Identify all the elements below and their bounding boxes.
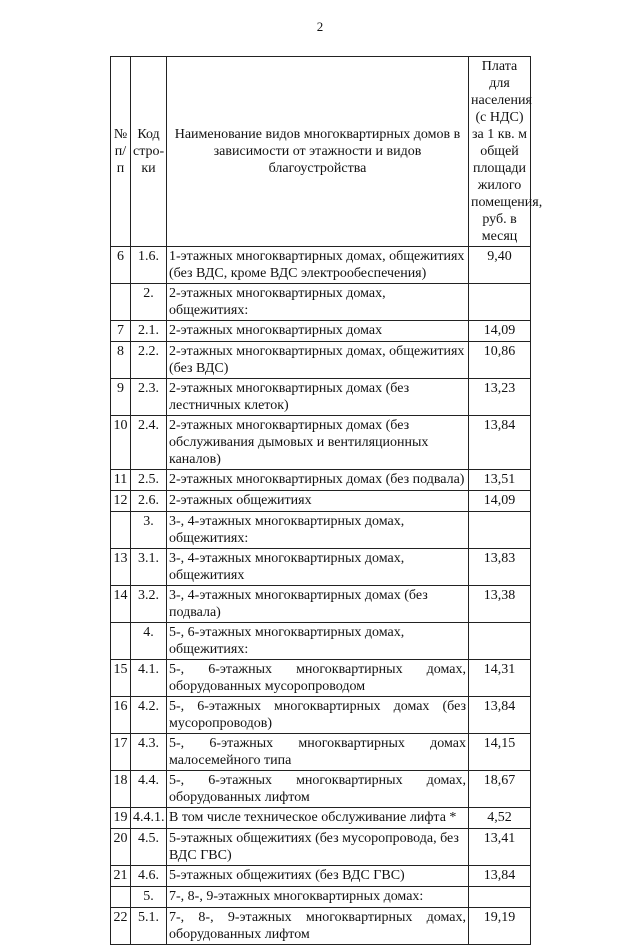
cell-num: 21 bbox=[111, 866, 131, 887]
table-row bbox=[111, 416, 531, 470]
cell-code: 4.3. bbox=[131, 734, 167, 771]
cell-name: 2-этажных общежитиях bbox=[167, 491, 469, 512]
cell-num bbox=[111, 887, 131, 908]
cell-num: 7 bbox=[111, 321, 131, 342]
table-row bbox=[111, 623, 531, 660]
cell-price bbox=[469, 623, 531, 660]
cell-num: 10 bbox=[111, 416, 131, 470]
cell-num: 13 bbox=[111, 549, 131, 586]
table-row bbox=[111, 491, 531, 512]
cell-price bbox=[469, 284, 531, 321]
cell-num: 18 bbox=[111, 771, 131, 808]
table-row bbox=[111, 512, 531, 549]
cell-price: 13,83 bbox=[469, 549, 531, 586]
cell-num: 22 bbox=[111, 908, 131, 945]
header-code: Код стро-ки bbox=[131, 57, 167, 247]
cell-price bbox=[469, 512, 531, 549]
cell-code: 3.2. bbox=[131, 586, 167, 623]
header-name: Наименование видов многоквартирных домов в зависимости от этажности и видов благоустройства bbox=[167, 57, 469, 247]
cell-code: 4.5. bbox=[131, 829, 167, 866]
cell-code: 2.3. bbox=[131, 379, 167, 416]
cell-code: 2.2. bbox=[131, 342, 167, 379]
cell-num: 19 bbox=[111, 808, 131, 829]
header-price: Плата для населения (с НДС) за 1 кв. м общей площади жилого помещения, руб. в месяц bbox=[469, 57, 531, 247]
table-row bbox=[111, 866, 531, 887]
table-header-row bbox=[111, 57, 531, 247]
cell-name: 5-, 6-этажных многоквартирных домах (без мусоропроводов) bbox=[167, 697, 469, 734]
cell-num: 12 bbox=[111, 491, 131, 512]
cell-name: 2-этажных многоквартирных домах, общежитиях: bbox=[167, 284, 469, 321]
cell-price: 13,84 bbox=[469, 866, 531, 887]
cell-name: 5-, 6-этажных многоквартирных домах малосемейного типа bbox=[167, 734, 469, 771]
cell-name: 3-, 4-этажных многоквартирных домах, общежитиях bbox=[167, 549, 469, 586]
header-num: № п/п bbox=[111, 57, 131, 247]
cell-code: 4. bbox=[131, 623, 167, 660]
tariff-table bbox=[110, 56, 543, 945]
cell-num bbox=[111, 512, 131, 549]
cell-price: 13,41 bbox=[469, 829, 531, 866]
cell-price: 13,23 bbox=[469, 379, 531, 416]
cell-code: 4.4. bbox=[131, 771, 167, 808]
cell-num: 20 bbox=[111, 829, 131, 866]
cell-name: 3-, 4-этажных многоквартирных домах (без подвала) bbox=[167, 586, 469, 623]
cell-code: 3. bbox=[131, 512, 167, 549]
cell-name: 5-, 6-этажных многоквартирных домах, оборудованных мусоропроводом bbox=[167, 660, 469, 697]
cell-code: 2. bbox=[131, 284, 167, 321]
table-row bbox=[111, 829, 531, 866]
cell-code: 5. bbox=[131, 887, 167, 908]
cell-price: 19,19 bbox=[469, 908, 531, 945]
table-row bbox=[111, 771, 531, 808]
cell-code: 4.4.1. bbox=[131, 808, 167, 829]
cell-price: 13,38 bbox=[469, 586, 531, 623]
cell-num: 9 bbox=[111, 379, 131, 416]
cell-num bbox=[111, 623, 131, 660]
cell-price: 13,84 bbox=[469, 416, 531, 470]
cell-name: 7-, 8-, 9-этажных многоквартирных домах, оборудованных лифтом bbox=[167, 908, 469, 945]
cell-price: 13,84 bbox=[469, 697, 531, 734]
cell-code: 5.1. bbox=[131, 908, 167, 945]
cell-price: 18,67 bbox=[469, 771, 531, 808]
cell-price: 4,52 bbox=[469, 808, 531, 829]
cell-price: 14,15 bbox=[469, 734, 531, 771]
cell-name: 3-, 4-этажных многоквартирных домах, общежитиях: bbox=[167, 512, 469, 549]
cell-code: 2.1. bbox=[131, 321, 167, 342]
cell-name: 2-этажных многоквартирных домах (без подвала) bbox=[167, 470, 469, 491]
cell-name: 2-этажных многоквартирных домах, общежитиях (без ВДС) bbox=[167, 342, 469, 379]
table-row bbox=[111, 470, 531, 491]
cell-num: 11 bbox=[111, 470, 131, 491]
cell-price: 9,40 bbox=[469, 247, 531, 284]
cell-name: 5-, 6-этажных многоквартирных домах, оборудованных лифтом bbox=[167, 771, 469, 808]
table-row bbox=[111, 808, 531, 829]
table-row bbox=[111, 697, 531, 734]
cell-num: 17 bbox=[111, 734, 131, 771]
cell-name: 5-этажных общежитиях (без мусоропровода, без ВДС ГВС) bbox=[167, 829, 469, 866]
cell-num: 8 bbox=[111, 342, 131, 379]
table-row bbox=[111, 660, 531, 697]
cell-name: В том числе техническое обслуживание лифта * bbox=[167, 808, 469, 829]
cell-price: 14,31 bbox=[469, 660, 531, 697]
cell-num: 16 bbox=[111, 697, 131, 734]
cell-code: 2.6. bbox=[131, 491, 167, 512]
table-row bbox=[111, 247, 531, 284]
cell-code: 3.1. bbox=[131, 549, 167, 586]
cell-price bbox=[469, 887, 531, 908]
table-row bbox=[111, 887, 531, 908]
cell-code: 4.1. bbox=[131, 660, 167, 697]
cell-num: 14 bbox=[111, 586, 131, 623]
cell-code: 2.4. bbox=[131, 416, 167, 470]
table-row bbox=[111, 342, 531, 379]
table-row bbox=[111, 379, 531, 416]
table-row bbox=[111, 321, 531, 342]
cell-name: 1-этажных многоквартирных домах, общежитиях (без ВДС, кроме ВДС электрообеспечения) bbox=[167, 247, 469, 284]
cell-name: 5-, 6-этажных многоквартирных домах, общежитиях: bbox=[167, 623, 469, 660]
cell-code: 4.2. bbox=[131, 697, 167, 734]
cell-name: 2-этажных многоквартирных домах (без лестничных клеток) bbox=[167, 379, 469, 416]
cell-price: 14,09 bbox=[469, 491, 531, 512]
table-row bbox=[111, 586, 531, 623]
cell-code: 4.6. bbox=[131, 866, 167, 887]
cell-name: 2-этажных многоквартирных домах (без обслуживания дымовых и вентиляционных каналов) bbox=[167, 416, 469, 470]
cell-num bbox=[111, 284, 131, 321]
cell-name: 5-этажных общежитиях (без ВДС ГВС) bbox=[167, 866, 469, 887]
cell-num: 6 bbox=[111, 247, 131, 284]
cell-num: 15 bbox=[111, 660, 131, 697]
cell-name: 7-, 8-, 9-этажных многоквартирных домах: bbox=[167, 887, 469, 908]
cell-price: 14,09 bbox=[469, 321, 531, 342]
cell-price: 13,51 bbox=[469, 470, 531, 491]
table-row bbox=[111, 284, 531, 321]
table-row bbox=[111, 734, 531, 771]
page-number: 2 bbox=[316, 19, 324, 34]
cell-name: 2-этажных многоквартирных домах bbox=[167, 321, 469, 342]
table-row bbox=[111, 908, 531, 945]
cell-price: 10,86 bbox=[469, 342, 531, 379]
cell-code: 1.6. bbox=[131, 247, 167, 284]
cell-code: 2.5. bbox=[131, 470, 167, 491]
table-row bbox=[111, 549, 531, 586]
